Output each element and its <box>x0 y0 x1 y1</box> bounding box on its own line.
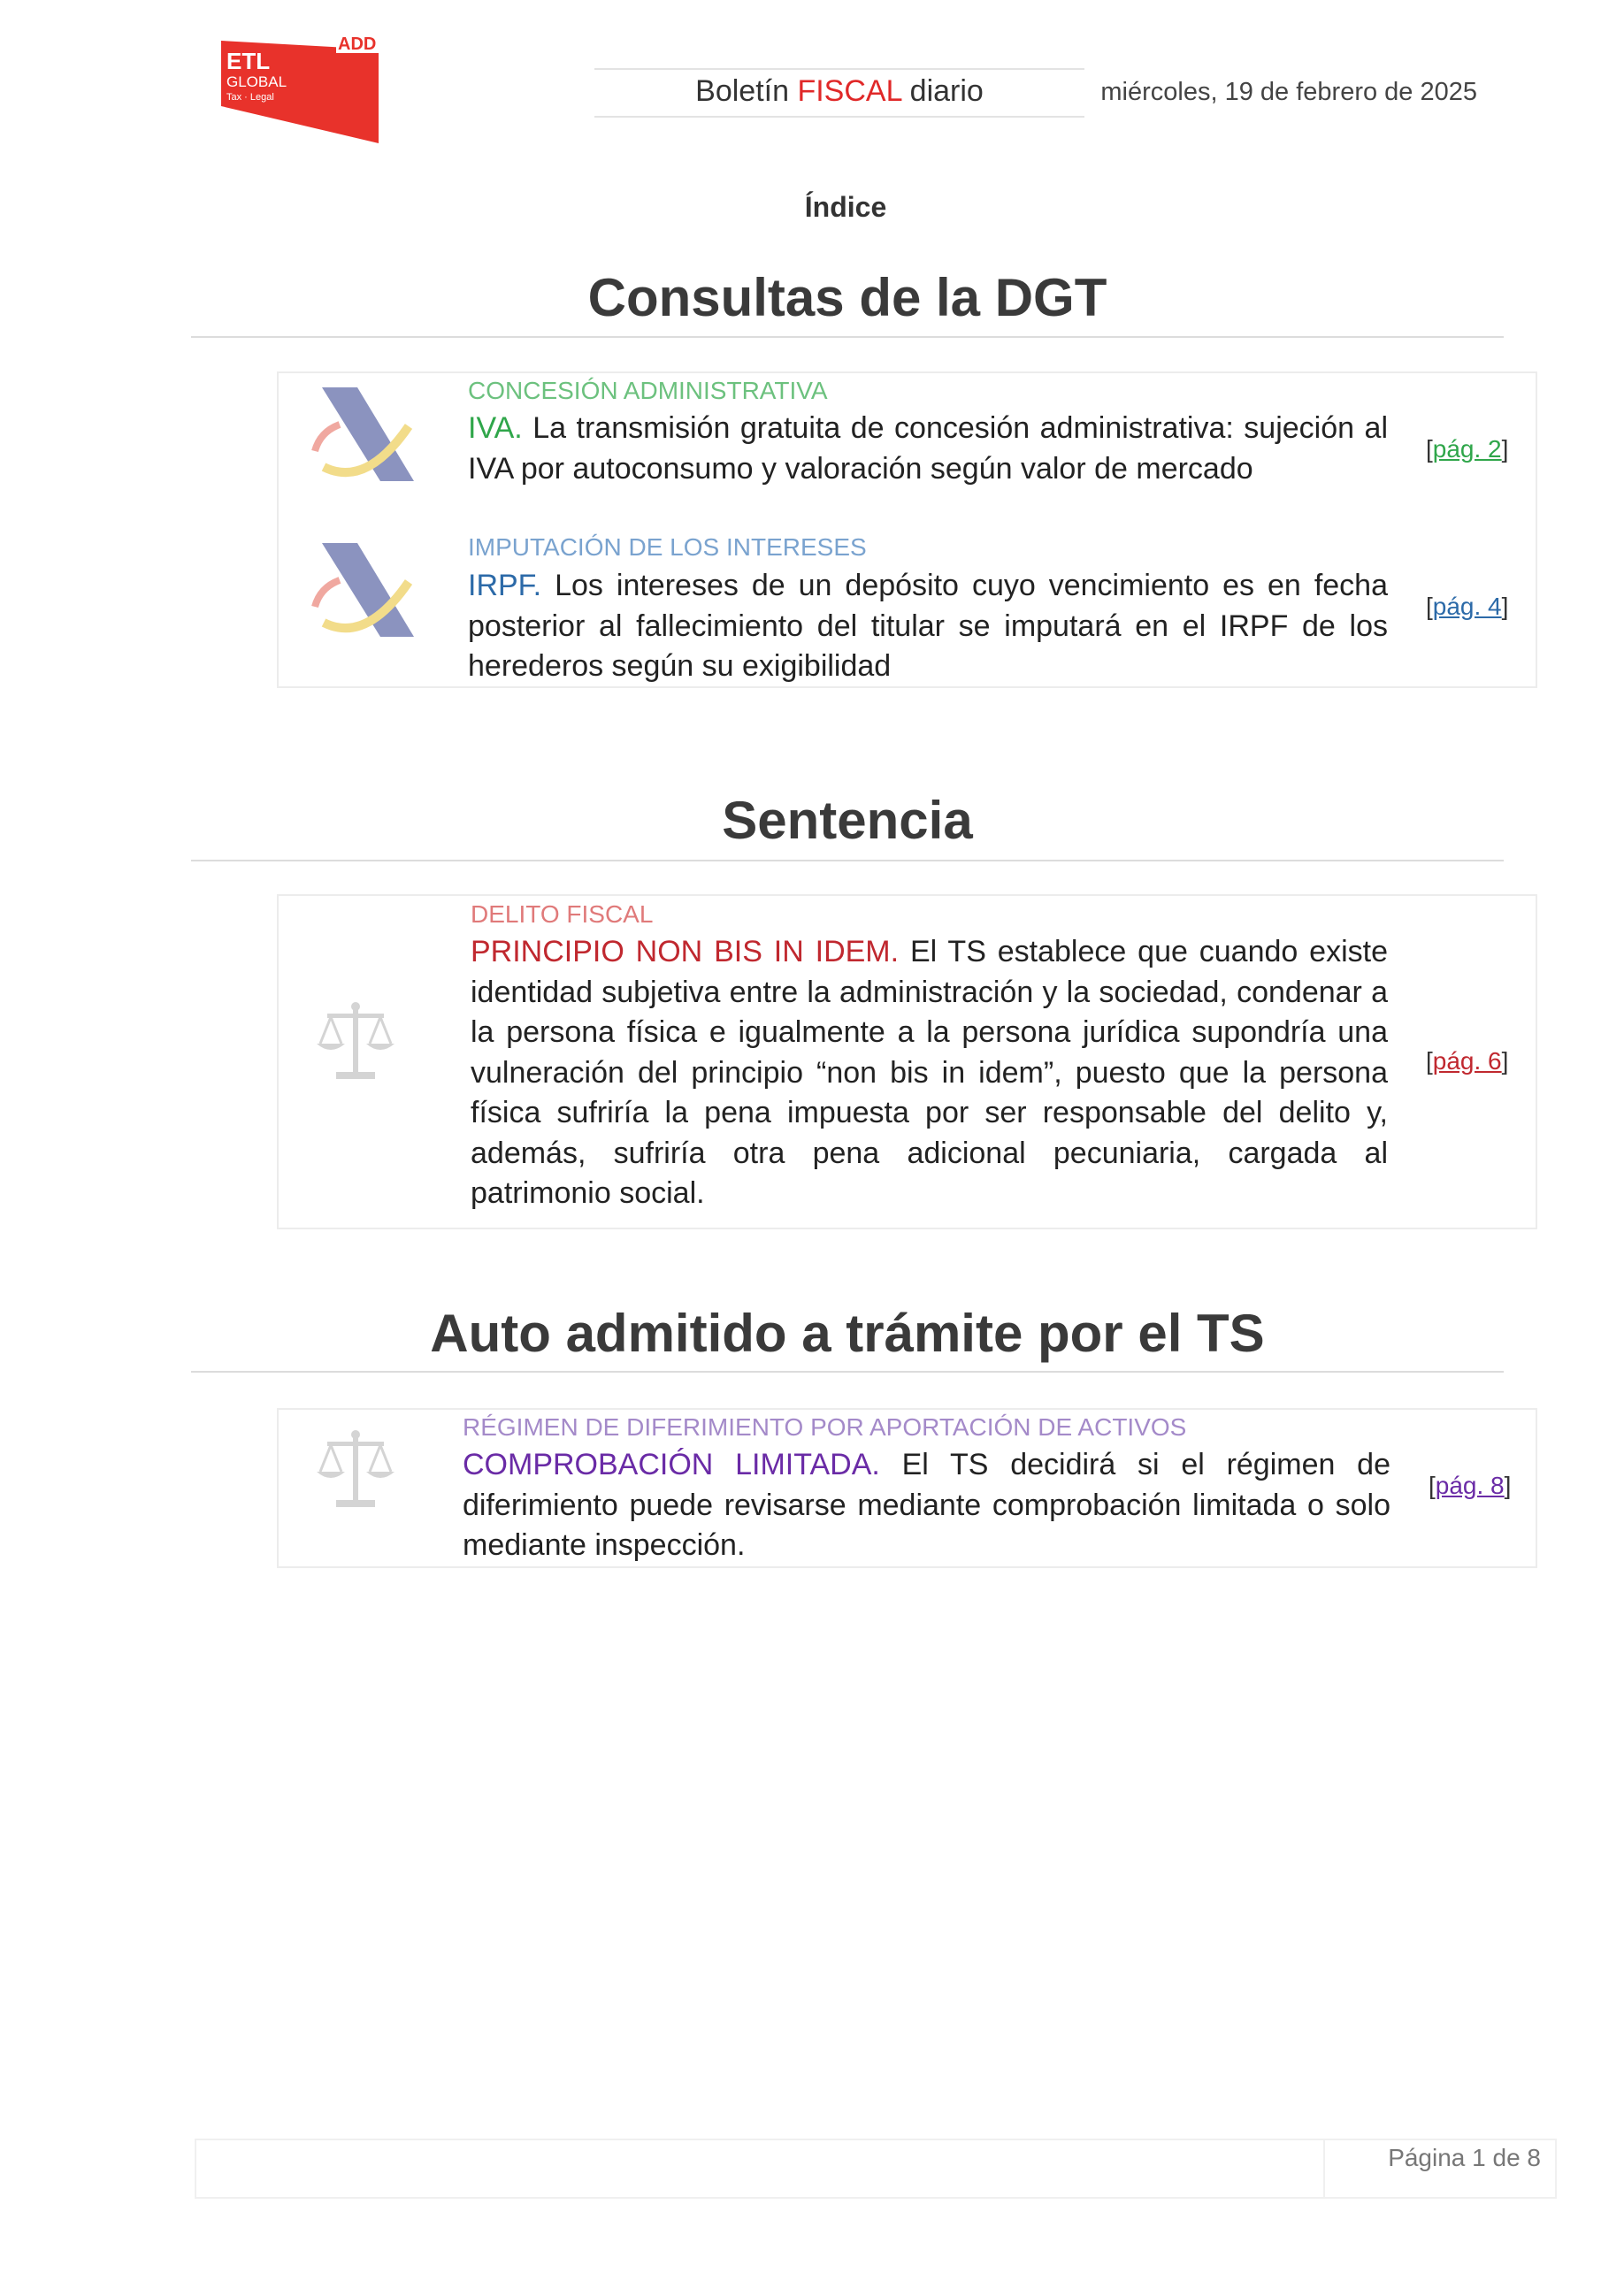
footer-divider <box>1323 2139 1325 2199</box>
entry-summary: PRINCIPIO NON BIS IN IDEM. El TS establece que cuando existe identidad subjetiva entre la administración y la sociedad, condenar a la persona física e igualmente a la persona jurídica supondría una vulneración del principio “non bis in idem”, puesto que la persona física sufriría la pena impuesta por ser responsable del delito y, además, sufriría otra pena adicional pecuniaria, cargada al patrimonio social. <box>471 935 1388 1210</box>
index-title: Índice <box>804 191 887 223</box>
entry-category: DELITO FISCAL <box>471 900 654 928</box>
page-link-6[interactable]: [pág. 6] <box>1426 1047 1509 1075</box>
bulletin-title: Boletín FISCAL diario <box>695 74 984 108</box>
scales-of-justice-icon <box>311 998 400 1086</box>
logo-brand-tag: Tax · Legal <box>226 92 274 103</box>
entry-lead: COMPROBACIÓN LIMITADA. <box>463 1448 880 1481</box>
entry-summary: COMPROBACIÓN LIMITADA. El TS decidirá si el régimen de diferimiento puede revisarse mediante comprobación limitada o solo mediante inspección. <box>463 1448 1390 1562</box>
page-link-8[interactable]: [pág. 8] <box>1429 1472 1512 1499</box>
logo-brand-sub: GLOBAL <box>226 73 287 90</box>
header-rule-top <box>594 68 1084 70</box>
entry-summary: IVA. La transmisión gratuita de concesión administrativa: sujeción al IVA por autoconsumo y valoración según valor de mercado <box>468 411 1388 486</box>
section-rule <box>191 1371 1504 1373</box>
entry-category: IMPUTACIÓN DE LOS INTERESES <box>468 533 867 561</box>
section-rule <box>191 860 1504 861</box>
scales-of-justice-icon <box>311 1426 400 1514</box>
etl-global-logo <box>221 34 389 145</box>
entry-lead: IRPF. <box>468 569 542 602</box>
section-title-consultas: Consultas de la DGT <box>587 268 1107 327</box>
section-title-auto: Auto admitido a trámite por el TS <box>430 1304 1265 1363</box>
entry-category: CONCESIÓN ADMINISTRATIVA <box>468 377 828 404</box>
logo-brand-top: ADD <box>338 34 377 54</box>
entry-lead: PRINCIPIO NON BIS IN IDEM. <box>471 935 900 968</box>
page-link-2[interactable]: [pág. 2] <box>1426 435 1509 463</box>
page-number: Página 1 de 8 <box>1388 2144 1541 2171</box>
entry-lead: IVA. <box>468 411 523 445</box>
entry-category: RÉGIMEN DE DIFERIMIENTO POR APORTACIÓN DE ACTIVOS <box>463 1413 1187 1441</box>
section-title-sentencia: Sentencia <box>722 791 973 850</box>
logo-brand-main: ETL <box>226 48 271 74</box>
agencia-tributaria-icon <box>304 382 419 488</box>
entry-summary: IRPF. Los intereses de un depósito cuyo vencimiento es en fecha posterior al fallecimiento del titular se imputará en el IRPF de los herederos según su exigibilidad <box>468 569 1388 683</box>
header-rule-bottom <box>594 116 1084 118</box>
section-rule <box>191 336 1504 338</box>
agencia-tributaria-icon <box>304 538 419 644</box>
page-link-4[interactable]: [pág. 4] <box>1426 593 1509 620</box>
bulletin-date: miércoles, 19 de febrero de 2025 <box>1100 78 1477 106</box>
